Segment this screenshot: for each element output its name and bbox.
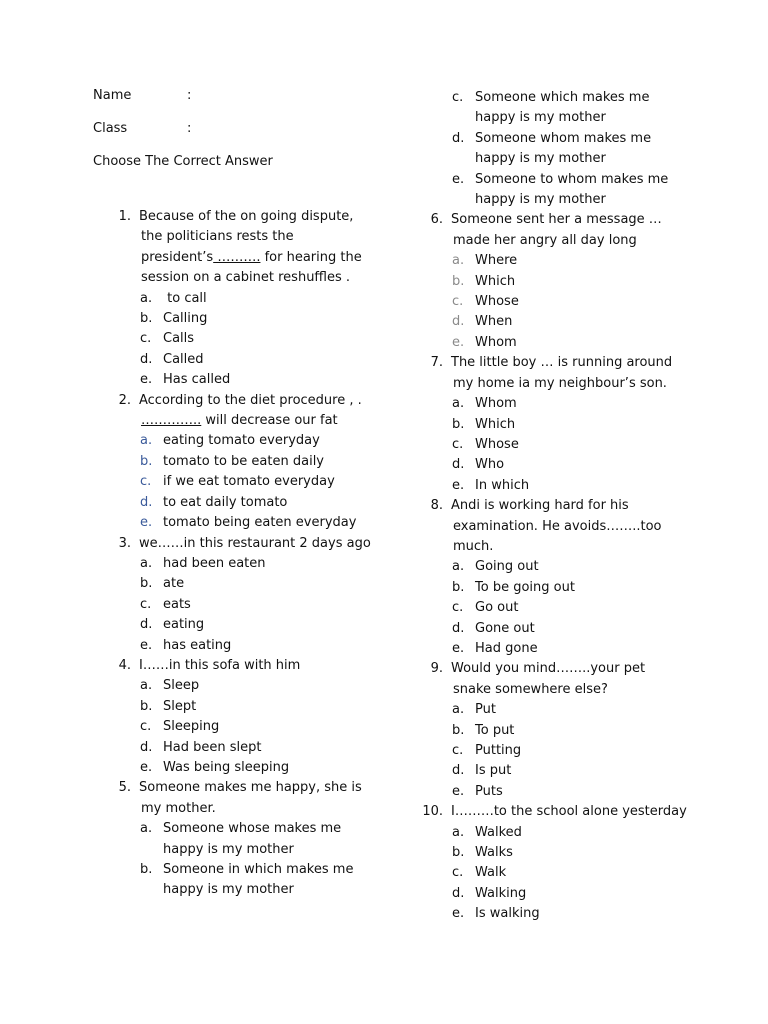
question-number: 6. [430, 212, 443, 228]
option-d[interactable] [405, 312, 705, 332]
option-text: Someone whose makes me [163, 821, 342, 837]
option-letter: b. [140, 453, 153, 469]
option-text: Walked [475, 824, 522, 840]
stem-line: Andi is working hard for his [451, 498, 629, 514]
option-text: Going out [475, 559, 539, 575]
option-text: tomato to be eaten daily [163, 453, 324, 469]
question-stem [93, 207, 393, 227]
option-letter: a. [140, 555, 153, 571]
option-a[interactable] [93, 676, 393, 696]
stem-line: Would you mind……..your pet [451, 661, 646, 677]
option-b-cont[interactable] [93, 880, 393, 900]
option-text: When [475, 314, 513, 330]
option-text: Had gone [475, 640, 538, 656]
option-text: Whom [475, 334, 517, 350]
option-letter: a. [140, 290, 153, 306]
option-c-cont[interactable] [405, 108, 705, 128]
option-c[interactable] [93, 595, 393, 615]
option-letter: e. [452, 171, 465, 187]
option-letter: e. [452, 906, 465, 922]
option-c[interactable] [405, 88, 705, 108]
option-text: Which [475, 416, 516, 432]
option-e[interactable] [93, 370, 393, 390]
option-a[interactable] [93, 819, 393, 839]
option-letter: d. [140, 739, 153, 755]
option-letter: a. [452, 396, 465, 412]
name-label: Name [93, 88, 132, 103]
question-number: 3. [118, 535, 131, 551]
option-letter: b. [452, 845, 465, 861]
option-text: Whose [475, 436, 519, 452]
question-number: 5. [118, 780, 131, 796]
option-a[interactable] [405, 700, 705, 720]
option-text: Was being sleeping [163, 759, 290, 775]
option-letter: d. [452, 130, 465, 146]
option-d[interactable] [93, 350, 393, 370]
stem-line: Because of the on going dispute, [139, 209, 354, 224]
question-7 [405, 353, 705, 496]
option-letter: b. [140, 311, 153, 327]
option-text: Calls [163, 331, 195, 347]
option-letter: d. [140, 617, 153, 633]
stem-line: session on a cabinet reshuffles . [141, 270, 351, 286]
question-stem [93, 391, 393, 411]
option-a[interactable] [93, 554, 393, 574]
option-d[interactable] [405, 455, 705, 475]
option-letter: e. [452, 783, 465, 799]
question-stem [405, 353, 705, 373]
option-text: Someone to whom makes me [475, 171, 669, 187]
option-d[interactable] [93, 738, 393, 758]
option-letter: a. [452, 559, 465, 575]
option-e[interactable] [405, 476, 705, 496]
option-b[interactable] [93, 574, 393, 594]
option-letter: e. [452, 334, 465, 350]
question-number: 8. [430, 498, 443, 514]
option-text: to eat daily tomato [163, 494, 288, 510]
option-text: Someone in which makes me [163, 862, 354, 877]
stem-text: for hearing the [260, 249, 362, 265]
option-text: if we eat tomato everyday [163, 474, 335, 490]
option-letter: b. [452, 416, 465, 432]
stem-line: The little boy … is running around [451, 355, 673, 371]
option-text: Which [475, 273, 516, 289]
stem-line: the politicians rests the [141, 229, 294, 245]
question-5-continued [405, 88, 705, 210]
option-d[interactable] [405, 129, 705, 149]
option-text: tomato being eaten everyday [163, 515, 357, 531]
question-stem [93, 534, 393, 554]
option-a[interactable] [93, 431, 393, 451]
option-text: Slept [163, 698, 197, 714]
stem-line: I………to the school alone yesterday [451, 804, 687, 820]
option-letter: a. [452, 824, 465, 840]
question-5 [93, 778, 393, 900]
option-b[interactable] [405, 578, 705, 598]
option-letter: a. [140, 433, 153, 449]
option-text: To put [475, 722, 515, 738]
option-c[interactable] [93, 717, 393, 737]
question-number: 7. [430, 355, 443, 371]
option-d[interactable] [405, 761, 705, 781]
option-text: Walk [475, 865, 507, 881]
option-letter: a. [452, 702, 465, 718]
option-a-cont[interactable] [93, 840, 393, 860]
option-b[interactable] [405, 843, 705, 863]
option-text: Whom [475, 396, 517, 412]
option-c[interactable] [93, 329, 393, 349]
option-e[interactable] [405, 333, 705, 353]
option-e[interactable] [93, 758, 393, 778]
stem-line: I……in this sofa with him [139, 657, 301, 673]
option-e-cont[interactable] [405, 190, 705, 210]
option-letter: e. [452, 477, 465, 493]
option-letter: e. [140, 515, 153, 531]
option-d[interactable] [405, 884, 705, 904]
option-letter: b. [140, 576, 153, 592]
option-e[interactable] [93, 636, 393, 656]
option-letter: c. [452, 865, 464, 881]
question-2 [93, 391, 393, 534]
question-6 [405, 210, 705, 353]
option-letter: b. [452, 579, 465, 595]
option-letter: d. [140, 351, 153, 367]
question-stem [405, 802, 705, 822]
question-3 [93, 534, 393, 656]
option-text: Gone out [475, 620, 535, 636]
option-text: Walks [475, 845, 513, 861]
option-letter: c. [140, 331, 152, 347]
option-letter: d. [452, 620, 465, 636]
option-text: to call [163, 290, 207, 306]
option-text: happy is my mother [475, 192, 606, 208]
option-text: Whose [475, 294, 519, 310]
option-letter: c. [140, 474, 152, 490]
option-c[interactable] [405, 741, 705, 761]
option-letter: b. [452, 273, 465, 289]
option-text: In which [475, 477, 530, 493]
option-letter: c. [140, 596, 152, 612]
stem-line: we……in this restaurant 2 days ago [139, 535, 371, 551]
stem-line: examination. He avoids……..too [453, 518, 662, 534]
option-c[interactable] [405, 292, 705, 312]
option-letter: d. [452, 314, 465, 330]
option-text: Is walking [475, 906, 540, 922]
option-text: eating [163, 617, 205, 633]
option-letter: b. [452, 722, 465, 738]
option-b[interactable] [93, 309, 393, 329]
instruction-text: Choose The Correct Answer [93, 154, 273, 169]
option-c[interactable] [405, 863, 705, 883]
stem-line [93, 411, 393, 431]
question-stem [405, 659, 705, 679]
option-letter: c. [452, 600, 464, 616]
option-letter: e. [140, 372, 153, 388]
option-b[interactable] [93, 452, 393, 472]
option-a[interactable] [93, 289, 393, 309]
option-text: eats [163, 596, 191, 612]
stem-text: president’s [141, 249, 214, 265]
option-letter: d. [452, 763, 465, 779]
option-c[interactable] [405, 435, 705, 455]
option-letter: e. [452, 640, 465, 656]
option-b[interactable] [405, 721, 705, 741]
option-text: happy is my mother [163, 882, 294, 898]
option-letter: b. [140, 862, 153, 877]
stem-line: Someone makes me happy, she is [139, 780, 362, 796]
question-stem [93, 778, 393, 798]
stem-text: will decrease our fat [201, 413, 338, 429]
option-letter: a. [140, 821, 153, 837]
option-letter: a. [140, 678, 153, 694]
option-e[interactable] [405, 639, 705, 659]
class-label: Class [93, 121, 128, 136]
option-d-cont[interactable] [405, 149, 705, 169]
stem-line: made her angry all day long [453, 232, 637, 248]
option-letter: e. [140, 759, 153, 775]
option-letter: e. [140, 637, 153, 653]
option-c[interactable] [405, 598, 705, 618]
question-9 [405, 659, 705, 802]
question-stem [93, 656, 393, 676]
name-colon: : [187, 88, 192, 103]
option-letter: d. [452, 457, 465, 473]
question-4 [93, 656, 393, 778]
question-number: 9. [430, 661, 443, 677]
option-text: Where [475, 253, 518, 269]
option-a[interactable] [405, 251, 705, 271]
option-e[interactable] [405, 904, 705, 924]
option-text: Called [163, 351, 204, 367]
option-a[interactable] [405, 394, 705, 414]
option-letter: d. [452, 885, 465, 901]
question-number: 10. [422, 804, 443, 820]
name-row [93, 88, 191, 103]
stem-line: According to the diet procedure , . [139, 392, 362, 408]
option-text: Someone which makes me [475, 90, 650, 105]
option-text: Putting [475, 743, 522, 758]
option-text: Sleep [163, 678, 200, 694]
option-letter: c. [140, 719, 152, 735]
option-b[interactable] [405, 272, 705, 292]
option-letter: a. [452, 253, 465, 269]
option-letter: c. [452, 90, 464, 105]
option-b[interactable] [93, 860, 393, 880]
answer-blank: ………….. [141, 413, 202, 429]
option-a[interactable] [405, 823, 705, 843]
stem-line [93, 248, 393, 268]
option-text: Walking [475, 885, 527, 901]
option-letter: d. [140, 494, 153, 510]
option-text: happy is my mother [163, 841, 294, 857]
option-a[interactable] [405, 557, 705, 577]
answer-blank: ………. [213, 249, 261, 265]
option-text: Calling [163, 311, 208, 327]
option-text: Puts [475, 783, 503, 799]
option-c[interactable] [93, 472, 393, 492]
option-e[interactable] [405, 782, 705, 802]
option-d[interactable] [405, 619, 705, 639]
question-1 [93, 207, 393, 391]
option-b[interactable] [93, 697, 393, 717]
question-number: 4. [118, 657, 131, 673]
option-text: To be going out [475, 579, 575, 595]
option-letter: c. [452, 743, 464, 758]
left-column [93, 207, 393, 901]
question-number: 1. [118, 209, 131, 224]
option-d[interactable] [93, 493, 393, 513]
option-text: Who [475, 457, 505, 473]
class-row [93, 121, 191, 136]
option-text: happy is my mother [475, 110, 606, 126]
option-text: happy is my mother [475, 151, 606, 167]
question-8 [405, 496, 705, 659]
right-column [405, 88, 705, 925]
option-text: had been eaten [163, 555, 266, 571]
option-b[interactable] [405, 415, 705, 435]
class-colon: : [187, 121, 192, 136]
option-text: Go out [475, 600, 519, 616]
option-text: Someone whom makes me [475, 130, 652, 146]
option-text: Is put [475, 763, 512, 779]
stem-line: Someone sent her a message … [451, 212, 662, 228]
question-stem [405, 210, 705, 230]
question-stem [405, 496, 705, 516]
option-e[interactable] [93, 513, 393, 533]
stem-line: much. [453, 538, 494, 554]
stem-line: snake somewhere else? [453, 681, 608, 697]
option-text: Has called [163, 372, 231, 388]
option-text: has eating [163, 637, 232, 653]
option-d[interactable] [93, 615, 393, 635]
question-number: 2. [118, 392, 131, 408]
option-text: ate [163, 576, 185, 592]
option-text: Had been slept [163, 739, 262, 755]
stem-line: my home ia my neighbour’s son. [453, 375, 667, 391]
option-letter: c. [452, 436, 464, 452]
option-text: Sleeping [163, 719, 220, 735]
stem-line: my mother. [141, 800, 216, 816]
option-e[interactable] [405, 170, 705, 190]
option-text: Put [475, 702, 496, 718]
question-10 [405, 802, 705, 924]
option-letter: b. [140, 698, 153, 714]
option-text: eating tomato everyday [163, 433, 320, 449]
option-letter: c. [452, 294, 464, 310]
